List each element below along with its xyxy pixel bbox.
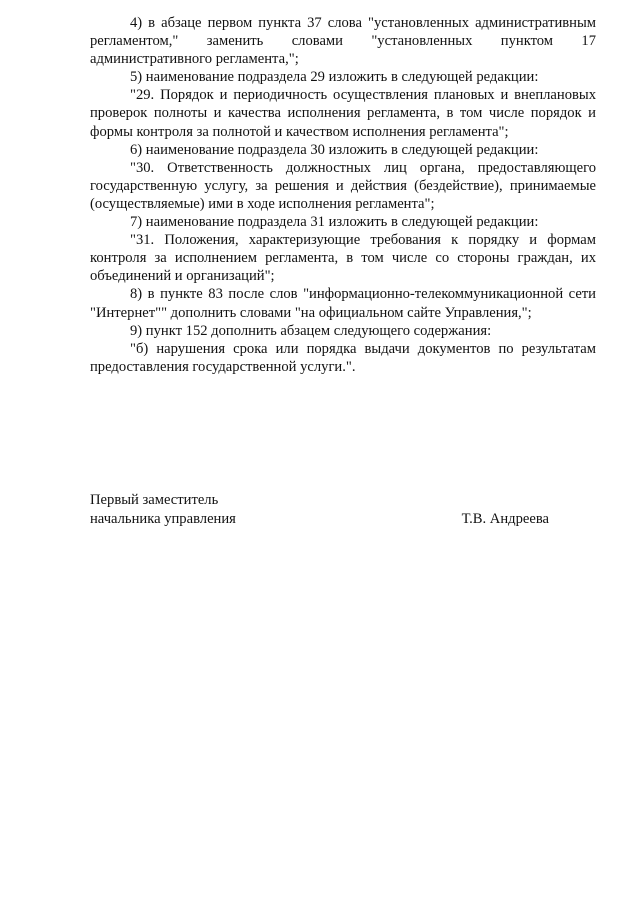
signature-line-2 (90, 510, 596, 529)
signatory-position-line-2: начальника управления (90, 510, 236, 527)
paragraph-item-7: 7) наименование подраздела 31 изложить в следующей редакции: (130, 214, 539, 231)
paragraph-quote-29: "29. Порядок и периодичность осуществления плановых и внеплановых проверок полноты и качества исполнения регламента, в том числе порядок и формы контроля за полнотой и качеством исполнения регламента"; (90, 87, 596, 140)
paragraph-item-4: 4) в абзаце первом пункта 37 слова "установленных административным регламентом," заменить словами "установленных пунктом 17 административного регламента,"; (90, 15, 596, 68)
paragraph-quote-b: "б) нарушения срока или порядка выдачи документов по результатам предоставления государственной услуги.". (90, 340, 596, 375)
paragraph-item-5: 5) наименование подраздела 29 изложить в следующей редакции: (130, 69, 539, 86)
signature-block (90, 491, 596, 528)
paragraph-quote-31: "31. Положения, характеризующие требования к порядку и формам контроля за исполнением регламента, в том числе со стороны граждан, их объединений и организаций"; (90, 232, 596, 285)
paragraph-quote-30: "30. Ответственность должностных лиц органа, предоставляющего государственную услугу, за решения и действия (бездействие), принимаемые (осуществляемые) ими в ходе исполнения регламента"; (90, 159, 596, 212)
document-body (90, 14, 596, 376)
paragraph-item-9: 9) пункт 152 дополнить абзацем следующего содержания: (130, 322, 492, 339)
signatory-name: Т.В. Андреева (461, 510, 549, 527)
paragraph-item-8: 8) в пункте 83 после слов "информационно-телекоммуникационной сети "Интернет"" дополнить словами "на официальном сайте Управления,"; (90, 286, 596, 321)
paragraph-item-6: 6) наименование подраздела 30 изложить в следующей редакции: (130, 141, 539, 158)
signatory-position-line-1: Первый заместитель (90, 492, 219, 508)
signature-line-1 (90, 491, 596, 510)
